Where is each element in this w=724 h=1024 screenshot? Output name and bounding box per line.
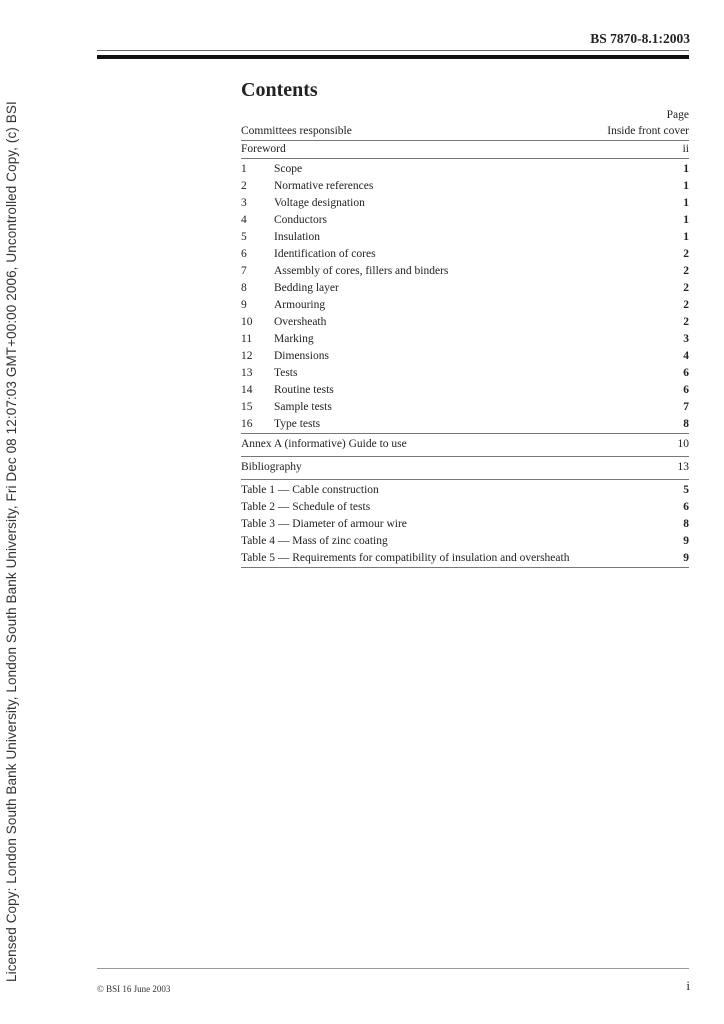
- toc-entry-title: Annex A (informative) Guide to use: [241, 438, 407, 450]
- clause-number: 3: [241, 197, 247, 209]
- toc-entry-page: 13: [677, 461, 689, 473]
- clause-title: Dimensions: [274, 350, 329, 362]
- contents-title: Contents: [241, 79, 318, 101]
- table-entry-page: 9: [683, 552, 689, 564]
- footer-copyright: © BSI 16 June 2003: [97, 984, 171, 994]
- toc-clause[interactable]: [241, 365, 689, 382]
- clause-title: Identification of cores: [274, 248, 376, 260]
- clause-number: 6: [241, 248, 247, 260]
- clause-number: 11: [241, 333, 253, 345]
- table-entry-title: Table 2 — Schedule of tests: [241, 501, 371, 513]
- clause-number: 16: [241, 418, 253, 430]
- clause-title: Armouring: [274, 299, 326, 311]
- table-entry-title: Table 4 — Mass of zinc coating: [241, 535, 388, 547]
- table-entry-title: Table 3 — Diameter of armour wire: [241, 518, 407, 530]
- toc-table-entry[interactable]: [241, 482, 689, 499]
- toc-clause[interactable]: [241, 382, 689, 399]
- clause-title: Normative references: [274, 180, 374, 192]
- table-entry-page: 5: [683, 484, 689, 496]
- toc-entry-annex[interactable]: [241, 433, 689, 453]
- toc-entry-page: 10: [677, 438, 689, 450]
- clause-number: 5: [241, 231, 247, 243]
- clause-title: Tests: [274, 367, 298, 379]
- clause-page: 2: [683, 282, 689, 294]
- toc-table-entry[interactable]: [241, 533, 689, 550]
- clause-number: 1: [241, 163, 247, 175]
- clause-title: Assembly of cores, fillers and binders: [274, 265, 449, 277]
- toc-table-entry[interactable]: [241, 499, 689, 516]
- clause-page: 1: [683, 163, 689, 175]
- clause-title: Sample tests: [274, 401, 332, 413]
- footer-page-number: i: [686, 978, 690, 993]
- toc-entry-page: ii: [682, 143, 689, 155]
- clause-page: 2: [683, 316, 689, 328]
- toc-entry-committees[interactable]: [241, 123, 689, 140]
- clause-number: 2: [241, 180, 247, 192]
- clause-page: 2: [683, 299, 689, 311]
- clause-page: 4: [683, 350, 689, 362]
- clause-number: 10: [241, 316, 253, 328]
- toc-clause[interactable]: [241, 399, 689, 416]
- clause-number: 8: [241, 282, 247, 294]
- clause-title: Marking: [274, 333, 314, 345]
- table-entry-title: Table 1 — Cable construction: [241, 484, 379, 496]
- toc-clause[interactable]: [241, 416, 689, 433]
- toc-clause[interactable]: [241, 314, 689, 331]
- clause-title: Oversheath: [274, 316, 327, 328]
- header-rule-thick: [97, 55, 689, 59]
- clause-number: 14: [241, 384, 253, 396]
- toc-clause[interactable]: [241, 331, 689, 348]
- toc-clause[interactable]: [241, 348, 689, 365]
- table-entry-page: 6: [683, 501, 689, 513]
- table-entry-page: 8: [683, 518, 689, 530]
- toc-entry-title: Foreword: [241, 143, 286, 155]
- clause-page: 2: [683, 248, 689, 260]
- clause-number: 12: [241, 350, 253, 362]
- clause-page: 3: [683, 333, 689, 345]
- toc-entry-title: Bibliography: [241, 461, 302, 473]
- toc-clause[interactable]: [241, 280, 689, 297]
- clause-page: 1: [683, 180, 689, 192]
- table-entry-page: 9: [683, 535, 689, 547]
- page-column-heading: Page: [666, 109, 689, 121]
- clause-page: 1: [683, 231, 689, 243]
- toc-entry-title: Committees responsible: [241, 125, 352, 137]
- clause-title: Scope: [274, 163, 303, 175]
- toc-entry-foreword[interactable]: [241, 140, 689, 158]
- clauses-group: [241, 158, 689, 433]
- contents-section: [241, 78, 689, 568]
- clause-number: 13: [241, 367, 253, 379]
- license-watermark: Licensed Copy: London South Bank University, London South Bank University, Fri Dec 08 12:07:03 GMT+00:00 2006, Uncontrolled Copy, (c) BSI: [4, 101, 19, 982]
- toc-clause[interactable]: [241, 212, 689, 229]
- clause-title: Insulation: [274, 231, 320, 243]
- toc-clause[interactable]: [241, 246, 689, 263]
- clause-page: 7: [683, 401, 689, 413]
- toc-table-entry[interactable]: [241, 550, 689, 567]
- clause-title: Type tests: [274, 418, 321, 430]
- toc-entry-bibliography[interactable]: [241, 456, 689, 476]
- clause-page: 6: [683, 367, 689, 379]
- toc-clause[interactable]: [241, 161, 689, 178]
- toc-clause[interactable]: [241, 263, 689, 280]
- footer-rule: [97, 968, 689, 969]
- clause-title: Routine tests: [274, 384, 334, 396]
- clause-page: 1: [683, 214, 689, 226]
- toc-clause[interactable]: [241, 229, 689, 246]
- clause-page: 1: [683, 197, 689, 209]
- clause-number: 7: [241, 265, 247, 277]
- clause-number: 4: [241, 214, 247, 226]
- toc-clause[interactable]: [241, 297, 689, 314]
- toc-clause[interactable]: [241, 178, 689, 195]
- header-rule-thin: [97, 50, 689, 51]
- clause-page: 6: [683, 384, 689, 396]
- clause-title: Voltage designation: [274, 197, 365, 209]
- clause-number: 9: [241, 299, 247, 311]
- toc-table-entry[interactable]: [241, 516, 689, 533]
- toc-clause[interactable]: [241, 195, 689, 212]
- clause-page: 8: [683, 418, 689, 430]
- document-number: BS 7870-8.1:2003: [590, 31, 690, 46]
- tables-group: [241, 479, 689, 568]
- toc-entry-page: Inside front cover: [607, 125, 689, 137]
- clause-number: 15: [241, 401, 253, 413]
- clause-page: 2: [683, 265, 689, 277]
- table-entry-title: Table 5 — Requirements for compatibility of insulation and oversheath: [241, 552, 570, 564]
- clause-title: Conductors: [274, 214, 328, 226]
- clause-title: Bedding layer: [274, 282, 339, 294]
